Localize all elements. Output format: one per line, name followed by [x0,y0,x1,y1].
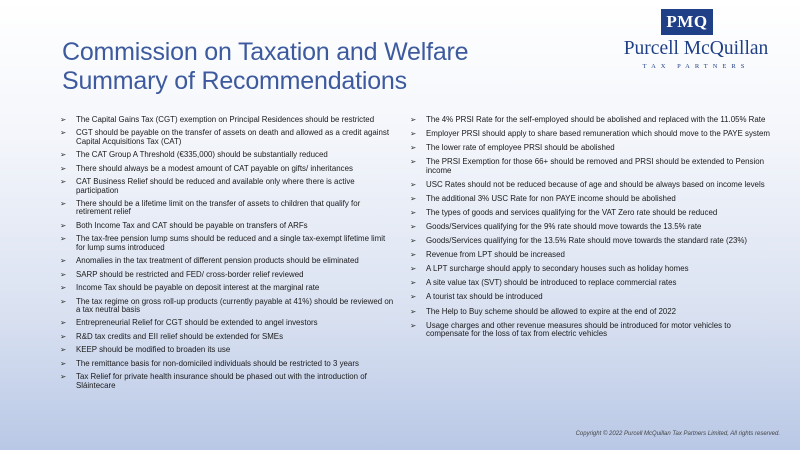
recommendation-item: ➢ Goods/Services qualifying for the 9% rate should move towards the 13.5% rate [410,223,775,231]
recommendation-item: ➢ A LPT surcharge should apply to secondary houses such as holiday homes [410,265,775,273]
recommendation-item: ➢ R&D tax credits and EII relief should be extended for SMEs [60,333,395,341]
recommendation-item: ➢ Revenue from LPT should be increased [410,251,775,259]
logo-name: Purcell McQuillan [623,38,769,59]
recommendation-item: ➢ The tax-free pension lump sums should be reduced and a single tax-exempt lifetime limit for lump sums introduced [60,235,395,252]
copyright-notice: Copyright © 2022 Purcell McQuillan Tax Partners Limited, All rights reserved. [575,431,780,437]
recommendation-item: ➢ The lower rate of employee PRSI should be abolished [410,144,775,152]
recommendation-item: ➢ CGT should be payable on the transfer of assets on death and allowed as a credit against Capital Acquisitions Tax (CAT) [60,129,395,146]
recommendation-item: ➢ The CAT Group A Threshold (€335,000) should be substantially reduced [60,151,395,159]
recommendation-item: ➢ USC Rates should not be reduced because of age and should be always based on income levels [410,181,775,189]
recommendation-item: ➢ There should be a lifetime limit on the transfer of assets to children that qualify for retirement relief [60,200,395,217]
recommendation-item: ➢ The remittance basis for non-domiciled individuals should be restricted to 3 years [60,360,395,368]
logo-mark: PMQ [661,9,713,35]
logo-tagline: TAX PARTNERS [642,63,750,70]
recommendation-item: ➢ The additional 3% USC Rate for non PAYE income should be abolished [410,195,775,203]
left-recommendations-list [60,116,395,395]
page-title [62,38,468,96]
recommendation-item: ➢ The 4% PRSI Rate for the self-employed should be abolished and replaced with the 11.05% Rate [410,116,775,124]
recommendation-item: ➢ The tax regime on gross roll-up products (currently payable at 41%) should be reviewed on a tax neutral basis [60,298,395,315]
recommendation-item: ➢ Usage charges and other revenue measures should be introduced for motor vehicles to compensate for the loss of tax from electric vehicles [410,322,775,339]
recommendation-item: ➢ The Help to Buy scheme should be allowed to expire at the end of 2022 [410,308,775,316]
recommendation-item: ➢ There should always be a modest amount of CAT payable on gifts/ inheritances [60,165,395,173]
recommendation-item: ➢ CAT Business Relief should be reduced and available only where there is active participation [60,178,395,195]
recommendation-item: ➢ SARP should be restricted and FED/ cross-border relief reviewed [60,271,395,279]
recommendation-item: ➢ A tourist tax should be introduced [410,293,775,301]
recommendation-item: ➢ KEEP should be modified to broaden its use [60,346,395,354]
recommendation-item: ➢ A site value tax (SVT) should be introduced to replace commercial rates [410,279,775,287]
recommendation-item: ➢ The PRSI Exemption for those 66+ should be removed and PRSI should be extended to Pension income [410,158,775,175]
title-line-2: Summary of Recommendations [62,67,407,95]
recommendation-item: ➢ Tax Relief for private health insurance should be phased out with the introduction of Sláintecare [60,373,395,390]
right-recommendations-list [410,116,775,344]
recommendation-item: ➢ The types of goods and services qualifying for the VAT Zero rate should be reduced [410,209,775,217]
recommendation-item: ➢ Income Tax should be payable on deposit interest at the marginal rate [60,284,395,292]
recommendation-item: ➢ Both Income Tax and CAT should be payable on transfers of ARFs [60,222,395,230]
title-line-1: Commission on Taxation and Welfare [62,38,469,66]
recommendation-item: ➢ Employer PRSI should apply to share based remuneration which should move to the PAYE system [410,130,775,138]
recommendation-item: ➢ Goods/Services qualifying for the 13.5% Rate should move towards the standard rate (23%) [410,237,775,245]
recommendation-item: ➢ The Capital Gains Tax (CGT) exemption on Principal Residences should be restricted [60,116,395,124]
recommendation-item: ➢ Entrepreneurial Relief for CGT should be extended to angel investors [60,319,395,327]
recommendation-item: ➢ Anomalies in the tax treatment of different pension products should be eliminated [60,257,395,265]
